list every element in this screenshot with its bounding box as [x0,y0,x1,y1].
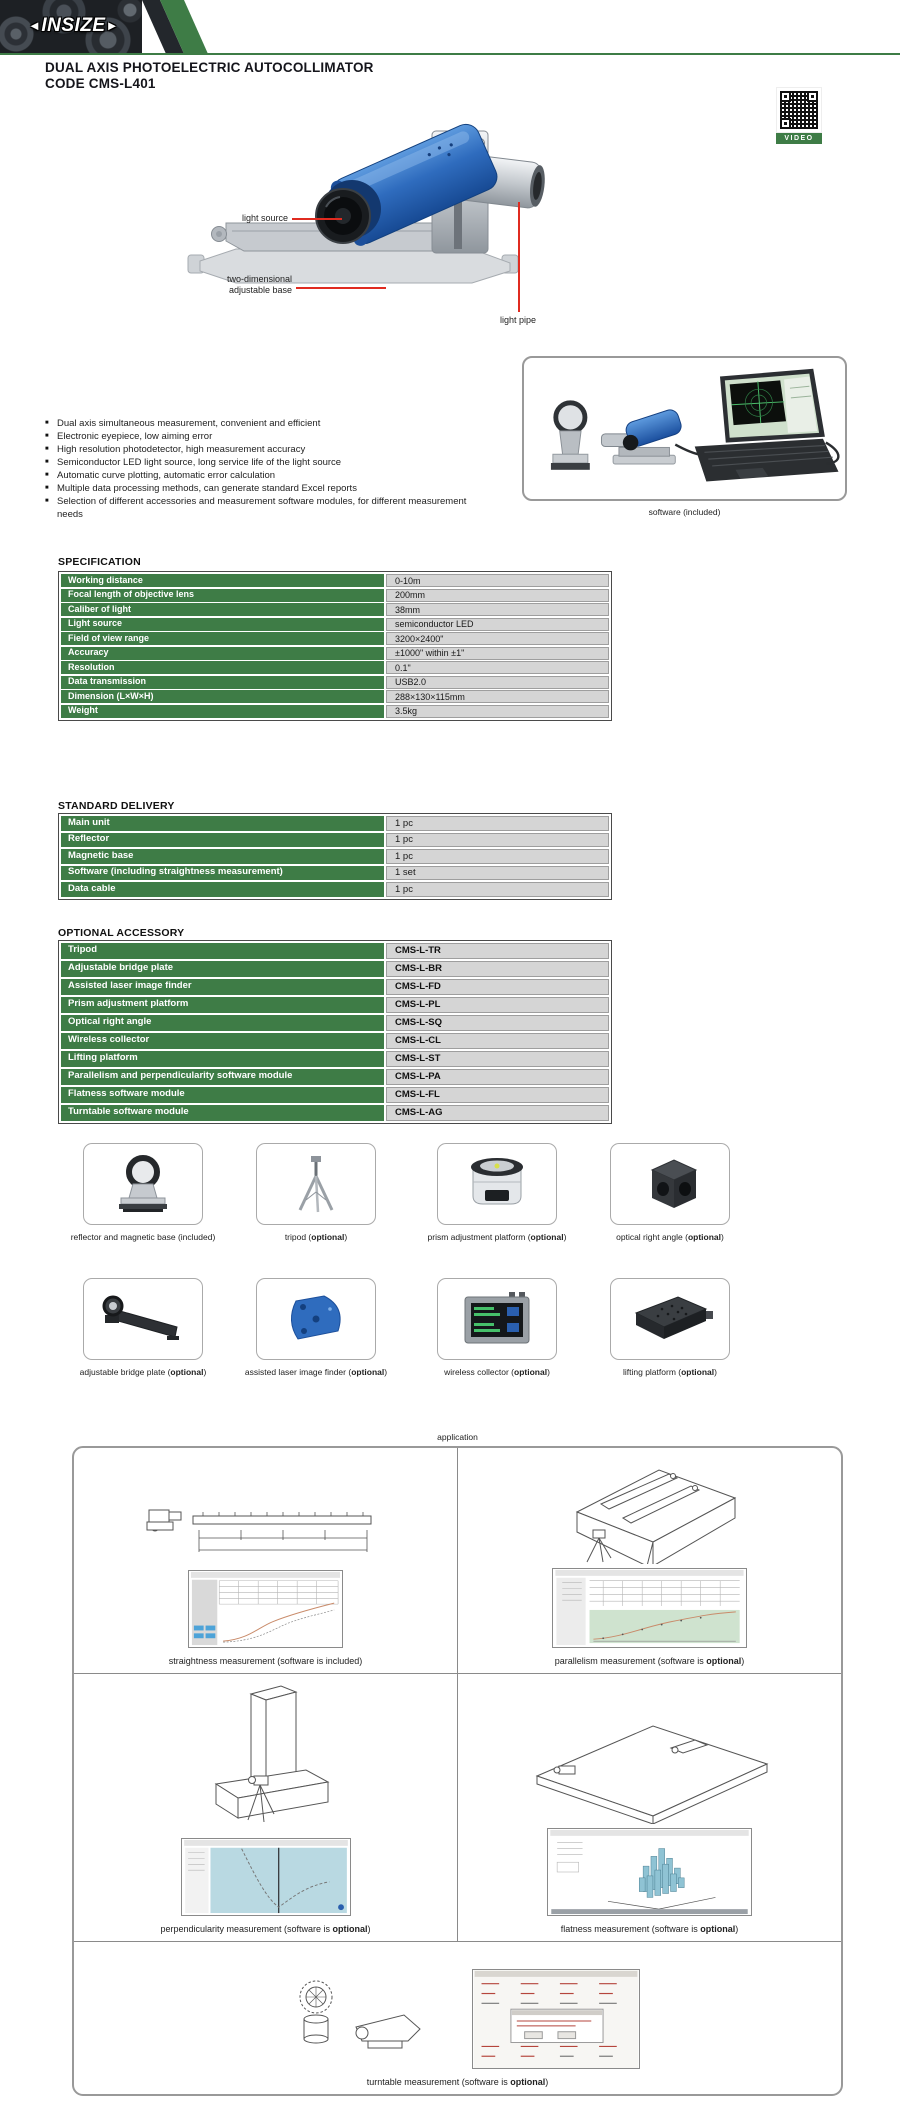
accessory-label: Flatness software module [61,1087,384,1103]
accessory-caption: assisted laser image finder (optional) [244,1367,388,1377]
spec-label: Working distance [61,574,384,587]
accessory-caption: reflector and magnetic base (included) [70,1232,216,1242]
qr-finder-icon [780,118,791,129]
logo-right-arrow-icon: ► [105,18,119,33]
accessory-code: CMS-L-BR [386,961,609,977]
accessory-code: CMS-L-AG [386,1105,609,1121]
feature-item: ■ High resolution photodetector, high measurement accuracy [45,443,490,456]
straightness-drawing [141,1494,391,1560]
accessory-code: CMS-L-CL [386,1033,609,1049]
page-title [45,60,374,92]
label-adjustable-base: two-dimensional adjustable base [226,274,292,295]
table-row [61,690,609,703]
accessory-code: CMS-L-FL [386,1087,609,1103]
accessory-image-frame [256,1278,376,1360]
application-caption: turntable measurement (software is optional) [366,2077,549,2087]
straightness-software-screenshot [188,1570,343,1648]
standard-delivery-table [58,813,612,900]
spec-value: 200mm [386,589,609,602]
accessory-card-optical-right-angle [590,1143,750,1242]
application-caption: parallelism measurement (software is optional) [554,1656,745,1666]
table-row [61,1069,609,1085]
turntable-images [276,1969,640,2069]
table-row [61,705,609,718]
specification-heading: SPECIFICATION [58,556,141,568]
accessory-label: Optical right angle [61,1015,384,1031]
standard-delivery-heading: STANDARD DELIVERY [58,800,175,812]
flatness-software-screenshot [547,1828,752,1916]
delivery-label: Data cable [61,882,384,897]
delivery-value: 1 pc [386,816,609,831]
spec-value: 0-10m [386,574,609,587]
flatness-drawing [525,1714,775,1824]
qr-finder-icon [780,91,791,102]
perpendicularity-software-screenshot [181,1838,351,1916]
spec-label: Caliber of light [61,603,384,616]
application-cell-flatness [458,1674,841,1941]
page-title-line2: CODE CMS-L401 [45,76,156,91]
table-row [61,603,609,616]
label-light-source: light source [241,213,288,223]
application-caption: perpendicularity measurement (software is optional) [160,1924,371,1934]
perpendicularity-drawing [196,1680,336,1830]
spec-value: USB2.0 [386,676,609,689]
accessory-caption: optical right angle (optional) [616,1232,724,1242]
accessory-caption: prism adjustment platform (optional) [427,1232,567,1242]
application-heading: application [437,1432,478,1442]
delivery-label: Software (including straightness measurement) [61,866,384,881]
accessory-code: CMS-L-FD [386,979,609,995]
application-cell-straightness [74,1448,457,1673]
feature-item: ■ Dual axis simultaneous measurement, convenient and efficient [45,417,490,430]
reflector-magnetic-base-icon [95,1152,191,1216]
table-row [61,997,609,1013]
accessory-image-frame [610,1143,730,1225]
accessory-label: Wireless collector [61,1033,384,1049]
software-caption: software (included) [648,507,721,517]
application-cell-perpendicularity [74,1674,457,1941]
optical-right-angle-icon [622,1152,718,1216]
accessory-card-laser-finder [236,1278,396,1377]
feature-item: ■ Selection of different accessories and measurement software modules, for different measurement needs [45,495,490,521]
accessory-caption: lifting platform (optional) [622,1367,717,1377]
accessory-card-lifting-platform [590,1278,750,1377]
spec-value: 3200×2400" [386,632,609,645]
table-row [61,589,609,602]
lifting-platform-icon [622,1287,718,1351]
accessory-image-frame [437,1278,557,1360]
feature-list [45,417,490,521]
spec-value: ±1000" within ±1" [386,647,609,660]
software-photo [522,356,847,501]
parallelism-software-screenshot [552,1568,747,1648]
spec-label: Light source [61,618,384,631]
specification-table [58,571,612,721]
delivery-label: Reflector [61,833,384,848]
table-row [61,943,609,959]
delivery-value: 1 pc [386,849,609,864]
feature-item: ■ Multiple data processing methods, can generate standard Excel reports [45,482,490,495]
spec-label: Weight [61,705,384,718]
spec-value: 288×130×115mm [386,690,609,703]
accessory-caption: wireless collector (optional) [444,1367,550,1377]
delivery-label: Magnetic base [61,849,384,864]
spec-label: Accuracy [61,647,384,660]
accessory-label: Tripod [61,943,384,959]
logo-left-arrow-icon: ◄ [28,18,42,33]
table-row [61,882,609,897]
banner-green-line [0,53,900,55]
leader-line-light-pipe [518,202,520,312]
top-banner [0,0,900,56]
accessory-image-frame [83,1143,203,1225]
label-light-pipe: light pipe [499,315,537,325]
table-row [61,961,609,977]
application-caption: straightness measurement (software is included) [168,1656,363,1666]
accessory-image-frame [437,1143,557,1225]
feature-item: ■ Electronic eyepiece, low aiming error [45,430,490,443]
accessory-image-frame [610,1278,730,1360]
accessory-caption: adjustable bridge plate (optional) [79,1367,207,1377]
accessory-image-frame [256,1143,376,1225]
wireless-collector-icon [449,1287,545,1351]
optional-accessory-heading: OPTIONAL ACCESSORY [58,927,185,939]
spec-label: Dimension (L×W×H) [61,690,384,703]
application-cell-parallelism [458,1448,841,1673]
spec-value: semiconductor LED [386,618,609,631]
video-badge: VIDEO [776,133,822,144]
accessory-card-reflector [63,1143,223,1242]
spec-label: Resolution [61,661,384,674]
accessory-label: Parallelism and perpendicularity software module [61,1069,384,1085]
delivery-value: 1 pc [386,882,609,897]
accessory-image-frame [83,1278,203,1360]
accessory-code: CMS-L-ST [386,1051,609,1067]
leader-line-light-source [292,218,342,220]
table-row [61,1087,609,1103]
qr-code [776,87,822,133]
table-row [61,632,609,645]
accessory-label: Lifting platform [61,1051,384,1067]
application-caption: flatness measurement (software is optional) [560,1924,739,1934]
adjustable-bridge-plate-icon [95,1287,191,1351]
parallelism-drawing [547,1454,752,1564]
table-row [61,574,609,587]
table-row [61,833,609,848]
accessory-card-wireless-collector [417,1278,577,1377]
delivery-value: 1 set [386,866,609,881]
accessory-label: Adjustable bridge plate [61,961,384,977]
software-setup-illustration [527,361,843,497]
accessory-label: Turntable software module [61,1105,384,1121]
accessory-label: Prism adjustment platform [61,997,384,1013]
tripod-icon [268,1152,364,1216]
accessory-card-bridge-plate [63,1278,223,1377]
spec-label: Focal length of objective lens [61,589,384,602]
spec-value: 38mm [386,603,609,616]
spec-value: 0.1" [386,661,609,674]
delivery-label: Main unit [61,816,384,831]
accessory-code: CMS-L-PL [386,997,609,1013]
accessory-card-prism-platform [417,1143,577,1242]
accessory-card-tripod [236,1143,396,1242]
accessory-code: CMS-L-PA [386,1069,609,1085]
optional-accessory-table [58,940,612,1124]
qr-finder-icon [807,91,818,102]
table-row [61,1105,609,1121]
table-row [61,661,609,674]
turntable-drawing [276,1975,426,2063]
spec-label: Field of view range [61,632,384,645]
turntable-software-screenshot [472,1969,640,2069]
table-row [61,979,609,995]
table-row [61,1051,609,1067]
table-row [61,1033,609,1049]
feature-item: ■ Semiconductor LED light source, long service life of the light source [45,456,490,469]
spec-value: 3.5kg [386,705,609,718]
table-row [61,618,609,631]
page-title-line1: DUAL AXIS PHOTOELECTRIC AUTOCOLLIMATOR [45,60,374,75]
table-row [61,676,609,689]
logo-text: INSIZE [41,15,106,36]
accessory-caption: tripod (optional) [284,1232,348,1242]
table-row [61,816,609,831]
table-row [61,1015,609,1031]
insize-logo [28,15,119,37]
table-row [61,866,609,881]
accessory-code: CMS-L-SQ [386,1015,609,1031]
table-row [61,647,609,660]
application-box [72,1446,843,2096]
accessory-code: CMS-L-TR [386,943,609,959]
leader-line-adjustable-base [296,287,386,289]
spec-label: Data transmission [61,676,384,689]
assisted-laser-image-finder-icon [268,1287,364,1351]
delivery-value: 1 pc [386,833,609,848]
application-cell-turntable [74,1942,841,2094]
feature-item: ■ Automatic curve plotting, automatic error calculation [45,469,490,482]
prism-adjustment-platform-icon [449,1152,545,1216]
accessory-label: Assisted laser image finder [61,979,384,995]
table-row [61,849,609,864]
